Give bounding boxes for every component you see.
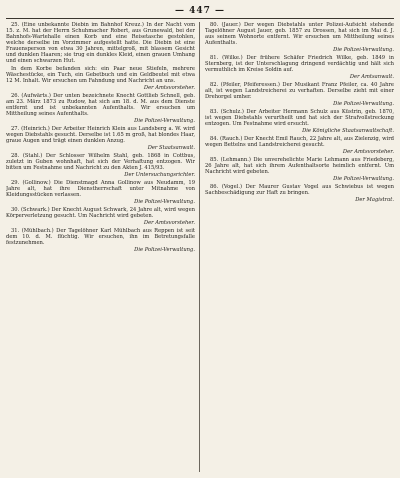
notice-signature: Die Polizei-Verwaltung. xyxy=(134,199,195,205)
notice-signature: Der Amtsvorsteher. xyxy=(342,149,394,155)
notice-signature: Der Amtsanwalt. xyxy=(349,74,394,80)
notice-signature: Die Polizei-Verwaltung. xyxy=(333,101,394,107)
notice-signature: Der Untersuchungsrichter. xyxy=(124,172,195,178)
notice-entry: 82. (Pfeiler, Pfeiferessen.) Der Musikant Franz Pfeiler, ca. 40 Jahre alt, ist wegen Landstreicherei zu verhaften. Derselbe zieht mit einer Drehorgel umher. xyxy=(205,82,394,100)
notice-signature: Die Königliche Staatsanwaltschaft. xyxy=(302,128,394,134)
notice-entry: 84. (Rauch.) Der Knecht Emil Rauch, 22 Jahre alt, aus Zielenzig, wird wegen Bettelns und Landstreicherei gesucht. xyxy=(205,136,394,148)
notice-entry: 86. (Vogel.) Der Maurer Gustav Vogel aus Schwiebus ist wegen Sachbeschädigung zur Haft zu bringen. xyxy=(205,184,394,196)
notice-signature: Die Polizei-Verwaltung. xyxy=(134,247,195,253)
notice-signature: Die Polizei-Verwaltung. xyxy=(134,118,195,124)
notice-entry: In dem Korbe befanden sich: ein Paar neue Stiefeln, mehrere Wäschestücke, ein Tuch, ein Gebetbuch und ein Geldbeutel mit etwa 12 M. Inhalt. Wir ersuchen um Fahndung und Nachricht an uns. xyxy=(6,66,195,84)
notice-entry: 31. (Mühlbach.) Der Tagelöhner Karl Mühlbach aus Reppen ist seit dem 10. d. M. flüchtig. Wir ersuchen, ihn im Betretungsfalle festzunehmen. xyxy=(6,228,195,246)
notice-entry: 27. (Heinrich.) Der Arbeiter Heinrich Klein aus Landsberg a. W. wird wegen Diebstahls gesucht. Derselbe ist 1.65 m groß, hat blondes Haar, graue Augen und trägt einen dunklen Anzug. xyxy=(6,126,195,144)
notice-signature: Die Polizei-Verwaltung. xyxy=(333,47,394,53)
notice-signature: Der Amtsvorsteher. xyxy=(143,85,195,91)
notice-signature: Der Magistrat. xyxy=(355,197,394,203)
header-rule xyxy=(6,18,394,19)
notice-signature: Der Staatsanwalt. xyxy=(147,145,195,151)
notice-signature: Die Polizei-Verwaltung. xyxy=(333,176,394,182)
notice-entry: 28. (Stahl.) Der Schlosser Wilhelm Stahl, geb. 1868 in Cottbus, zuletzt in Guben wohnhaft, hat sich der Verhaftung entzogen. Wir bitten um Festnahme und Nachricht zu den Akten J. 415/93. xyxy=(6,153,195,171)
notice-entry: 29. (Gollinow.) Die Dienstmagd Anna Gollinow aus Neudamm, 19 Jahre alt, hat ihre Dienstherrschaft unter Mitnahme von Kleidungsstücken verlassen. xyxy=(6,180,195,198)
right-column xyxy=(205,22,394,472)
notice-signature: Der Amtsvorsteher. xyxy=(143,220,195,226)
notice-entry: 81. (Wilke.) Der frühere Schäfer Friedrich Wilke, geb. 1849 in Sternberg, ist der Unterschlagung dringend verdächtig und hält sich vermuthlich im Kreise Soldin auf. xyxy=(205,55,394,73)
notice-entry: 83. (Schulz.) Der Arbeiter Hermann Schulz aus Küstrin, geb. 1870, ist wegen Diebstahls verurtheilt und hat sich der Strafvollstreckung entzogen. Um Festnahme wird ersucht. xyxy=(205,109,394,127)
column-divider xyxy=(199,22,200,472)
notice-entry: 26. (Aufwärts.) Der unten bezeichnete Knecht Gottlieb Schnell, geb. am 23. März 1873 zu Rudow, hat sich am 18. d. M. aus dem Dienste entfernt und ist unbekannten Aufenthalts. Wir ersuchen um Mittheilung seines Aufenthalts. xyxy=(6,93,195,117)
notice-entry: 80. (Jauer.) Der wegen Diebstahls unter Polizei-Aufsicht stehende Tagelöhner August Jauer, geb. 1857 zu Drossen, hat sich im Mai d. J. aus seinem Wohnorte entfernt. Wir ersuchen um Mittheilung seines Aufenthalts. xyxy=(205,22,394,46)
notice-entry: 25. (Eine unbekannte Diebin im Bahnhof Kreuz.) In der Nacht vom 15. z. M. hat der Herrn Schuhmacher Robert, aus Grunewald, bei der Bahnhofs-Wartehalle einen Korb und eine Reisetasche gestohlen, welche derselbe im Vorzimmer aufgestellt hatte. Die Diebin ist eine Frauensperson von etwa 30 Jahren, mittelgroß, mit blassem Gesicht und dunklen Haaren; sie trug ein dunkles Kleid, einen grauen Umhang und einen schwarzen Hut. xyxy=(6,22,195,64)
notice-entry: 30. (Schwark.) Der Knecht August Schwark, 24 Jahre alt, wird wegen Körperverletzung gesucht. Um Nachricht wird gebeten. xyxy=(6,207,195,219)
left-column xyxy=(6,22,195,472)
notice-entry: 85. (Lehmann.) Die unverehelichte Marie Lehmann aus Friedeberg, 26 Jahre alt, hat sich ihrem Aufenthaltsorte heimlich entfernt. Um Nachricht wird gebeten. xyxy=(205,157,394,175)
page-number: — 447 — xyxy=(174,6,226,16)
